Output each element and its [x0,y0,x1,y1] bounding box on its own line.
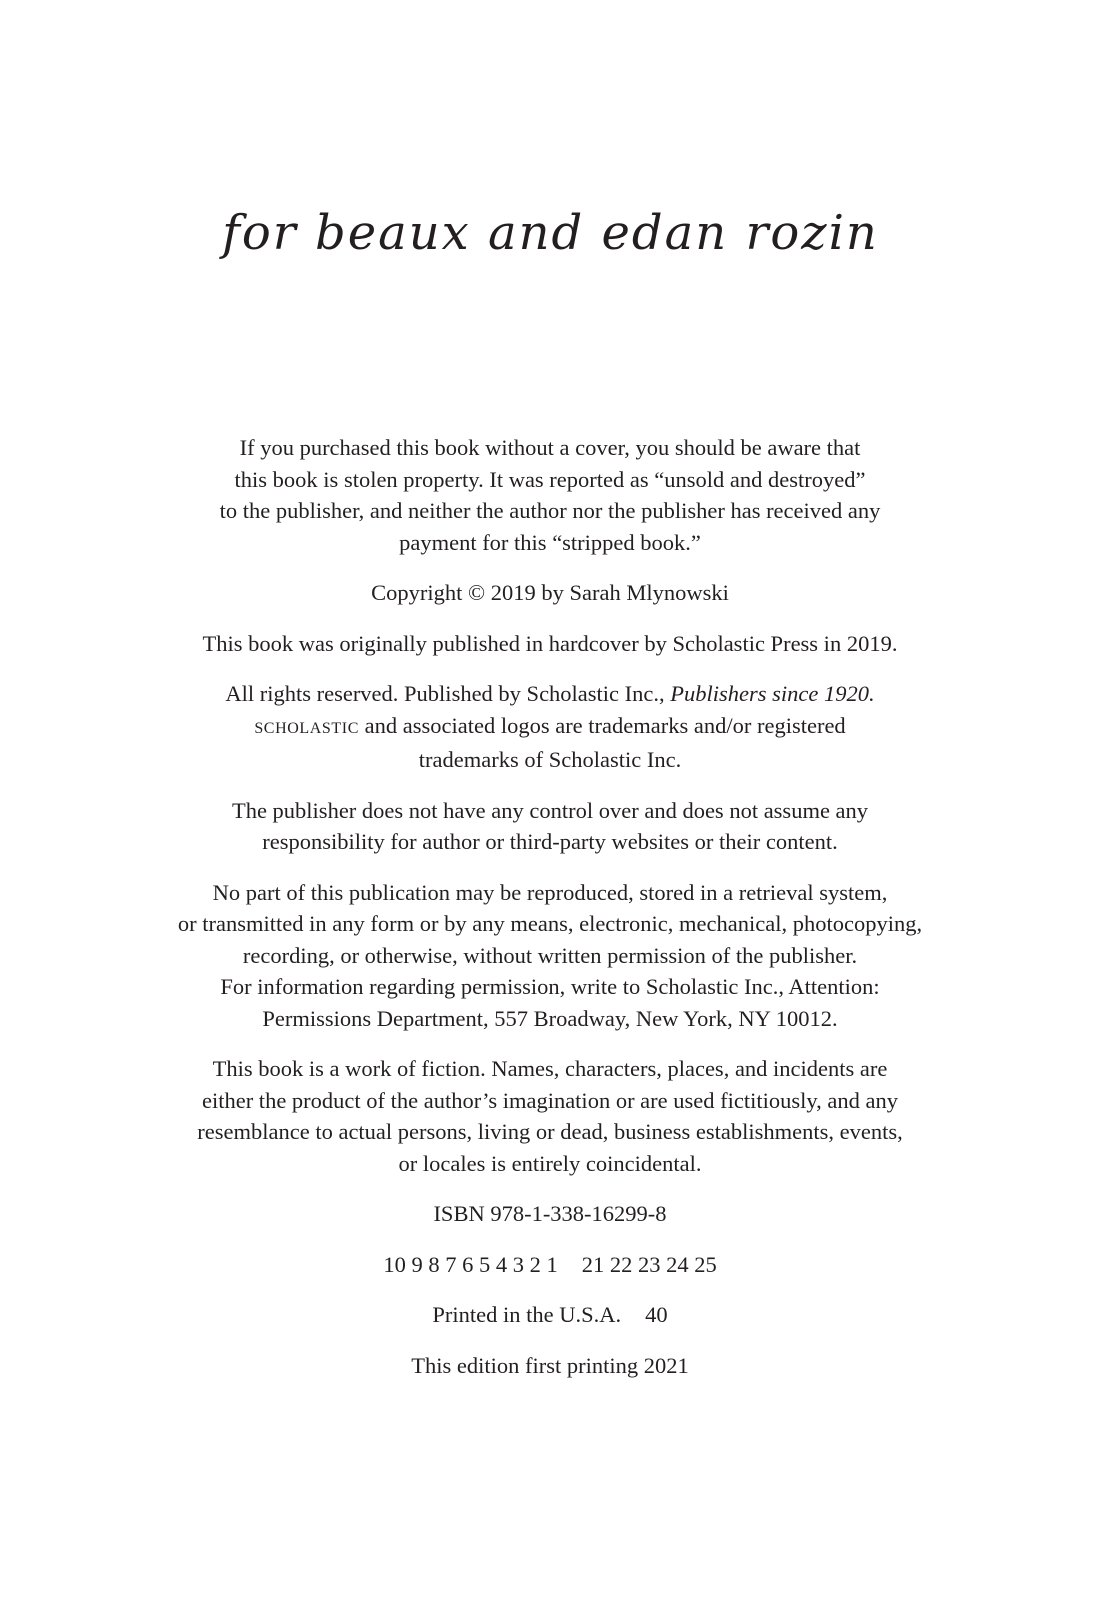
reproduction-notice-line: For information regarding permission, write to Scholastic Inc., Attention: [220,974,880,999]
trademark-line-end: trademarks of Scholastic Inc. [418,747,682,772]
printer-code: 40 [645,1302,668,1327]
fiction-notice-line: This book is a work of fiction. Names, characters, places, and incidents are [212,1056,888,1081]
rights-notice [100,678,1000,776]
copyright-line: Copyright © 2019 by Sarah Mlynowski [371,580,729,605]
stripped-notice-line: to the publisher, and neither the author nor the publisher has received any [219,498,881,523]
dedication: for beaux and edan rozin [222,205,879,261]
websites-notice [100,795,1000,858]
original-publication-line: This book was originally published in hardcover by Scholastic Press in 2019. [202,630,898,656]
printed-in-line [100,1299,1000,1331]
printed-in-country: Printed in the U.S.A. [432,1302,622,1327]
websites-notice-line: responsibility for author or third-party websites or their content. [262,829,838,854]
websites-notice-line: The publisher does not have any control over and does not assume any [231,797,869,823]
publishers-since: Publishers since 1920. [670,681,875,706]
printing-years: 21 22 23 24 25 [581,1251,717,1277]
reproduction-notice-line: Permissions Department, 557 Broadway, New York, NY 10012. [262,1005,838,1031]
reproduction-notice-line: No part of this publication may be reproduced, stored in a retrieval system, [212,879,888,905]
isbn-line: ISBN 978-1-338-16299-8 [433,1201,667,1226]
fiction-notice-line: resemblance to actual persons, living or dead, business establishments, events, [197,1119,903,1144]
fiction-notice [100,1053,1000,1179]
rights-line [100,678,1000,710]
fiction-notice-line: either the product of the author’s imagination or are used fictitiously, and any [201,1087,899,1113]
stripped-notice-line: this book is stolen property. It was reported as “unsold and destroyed” [234,466,866,492]
reproduction-notice [100,877,1000,1035]
reproduction-notice-line: or transmitted in any form or by any means, electronic, mechanical, photocopying, [177,911,923,936]
printing-line [100,1249,1000,1281]
rights-line-text: All rights reserved. Published by Scholastic Inc., [225,681,671,706]
printing-impressions: 10 9 8 7 6 5 4 3 2 1 [383,1251,558,1277]
trademark-word: SCHOLASTIC [254,719,359,737]
legal-text-block [100,432,1000,1400]
trademark-line-text: and associated logos are trademarks and/or registered [359,712,846,738]
fiction-notice-line: or locales is entirely coincidental. [398,1150,702,1176]
stripped-notice-line: If you purchased this book without a cover, you should be aware that [239,435,861,460]
edition-line: This edition first printing 2021 [411,1352,689,1378]
reproduction-notice-line: recording, or otherwise, without written permission of the publisher. [242,942,858,968]
trademark-line [100,710,1000,745]
stripped-notice-line: payment for this “stripped book.” [399,529,701,555]
stripped-book-notice [100,432,1000,558]
